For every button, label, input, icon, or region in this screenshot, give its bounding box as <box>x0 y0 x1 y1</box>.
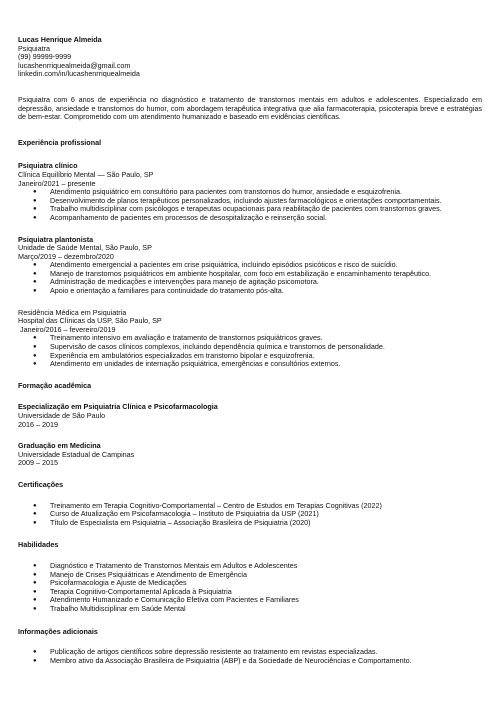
job-bullet-list <box>18 188 482 222</box>
list-item: ● Membro ativo da Associação Brasileira de Psiquiatria (ABP) e da Sociedade de Neurociências e Comportamento. <box>18 657 482 666</box>
education-entry <box>18 442 482 468</box>
certifications-list <box>18 502 482 528</box>
job-period: Janeiro/2021 – presente <box>18 178 96 188</box>
list-item: ● Desenvolvimento de planos terapêuticos personalizados, incluindo ajustes farmacológicos e orientações comportamentais. <box>18 197 482 206</box>
job-place: Clínica Equilíbrio Mental — São Paulo, SP <box>18 169 154 179</box>
list-item: ● Curso de Atualização em Psicofarmacologia – Instituto de Psiquiatria da USP (2021) <box>18 510 482 519</box>
job-bullet-list <box>18 334 482 368</box>
job-role: Residência Médica em Psiquiatria <box>18 307 127 317</box>
list-item: ● Apoio e orientação a familiares para continuidade do tratamento pós-alta. <box>18 287 482 296</box>
candidate-phone: (99) 99999-9999 <box>18 52 72 62</box>
job-period: Março/2019 – dezembro/2020 <box>18 251 114 261</box>
additional-info-section-title: Informações adicionais <box>18 626 98 636</box>
list-item: ● Diagnóstico e Tratamento de Transtornos Mentais em Adultos e Adolescentes <box>18 562 482 571</box>
list-item: ● Supervisão de casos clínicos complexos, incluindo dependência química e transtornos de personalidade. <box>18 343 482 352</box>
list-item: ● Experiência em ambulatórios especializados em transtorno bipolar e esquizofrenia. <box>18 352 482 361</box>
education-degree: Especialização em Psiquiatria Clínica e Psicofarmacologia <box>18 402 218 412</box>
skills-list <box>18 562 482 614</box>
job-role: Psiquiatra clínico <box>18 161 78 171</box>
list-item: ● Atendimento psiquiátrico em consultório para pacientes com transtornos do humor, ansiedade e esquizofrenia. <box>18 188 482 197</box>
job-entry <box>18 309 482 369</box>
list-item: ● Treinamento em Terapia Cognitivo-Comportamental – Centro de Estudos em Terapias Cognitivas (2022) <box>18 502 482 511</box>
additional-info-list <box>18 648 482 665</box>
education-school: Universidade Estadual de Campinas <box>18 449 135 459</box>
experience-section-title: Experiência profissional <box>18 137 102 147</box>
education-entry <box>18 403 482 429</box>
list-item: ● Título de Especialista em Psiquiatria – Associação Brasileira de Psiquiatria (2020) <box>18 519 482 528</box>
list-item: ● Trabalho Multidisciplinar em Saúde Mental <box>18 605 482 614</box>
job-role: Psiquiatra plantonista <box>18 234 94 244</box>
job-period: Janeiro/2016 – fevereiro/2019 <box>18 324 116 334</box>
list-item: ● Atendimento Humanizado e Comunicação Efetiva com Pacientes e Familiares <box>18 596 482 605</box>
job-entry <box>18 162 482 222</box>
list-item: ● Terapia Cognitivo-Comportamental Aplicada à Psiquiatria <box>18 588 482 597</box>
list-item: ● Acompanhamento de pacientes em processos de desospitalização e reinserção social. <box>18 214 482 223</box>
candidate-email: lucashenrriquealmeida@gmail.com <box>18 60 131 70</box>
candidate-linkedin: linkedin.com/in/lucashenrriquealmeida <box>18 69 140 79</box>
job-bullet-list <box>18 261 482 295</box>
list-item: ● Manejo de Crises Psiquiátricas e Atendimento de Emergência <box>18 571 482 580</box>
candidate-role: Psiquiatra <box>18 43 50 53</box>
job-place: Unidade de Saúde Mental, São Paulo, SP <box>18 243 152 253</box>
list-item: ● Trabalho multidisciplinar com psicólogos e terapeutas ocupacionais para reabilitação de pacientes com transtornos graves. <box>18 205 482 214</box>
skills-section-title: Habilidades <box>18 540 59 550</box>
resume-header <box>18 36 482 79</box>
education-degree: Graduação em Medicina <box>18 441 101 451</box>
education-period: 2009 – 2015 <box>18 458 58 468</box>
list-item: ● Psicofarmacologia e Ajuste de Medicações <box>18 579 482 588</box>
certifications-section-title: Certificações <box>18 479 64 489</box>
candidate-name: Lucas Henrique Almeida <box>18 35 102 44</box>
list-item: ● Administração de medicações e intervenções para manejo de agitação psicomotora. <box>18 278 482 287</box>
list-item: ● Manejo de transtornos psiquiátricos em ambiente hospitalar, com foco em estabilização e encaminhamento terapêutico. <box>18 270 482 279</box>
education-school: Universidade de São Paulo <box>18 411 106 420</box>
education-section-title: Formação acadêmica <box>18 380 92 390</box>
list-item: ● Publicação de artigos científicos sobre depressão resistente ao tratamento em revistas especializadas. <box>18 648 482 657</box>
education-period: 2016 – 2019 <box>18 419 58 429</box>
list-item: ● Treinamento intensivo em avaliação e tratamento de transtornos psiquiátricos graves. <box>18 334 482 343</box>
list-item: ● Atendimento em unidades de internação psiquiátrica, emergências e consultórios externos. <box>18 360 482 369</box>
job-place: Hospital das Clínicas da USP, São Paulo, SP <box>18 316 162 326</box>
professional-summary: Psiquiatra com 6 anos de experiência no diagnóstico e tratamento de transtornos mentais em adultos e adolescentes. Especializado em depressão, ansiedade e transtornos do humor, com abordagem terapêutica integrativa que alia farmacoterapia, psicoterapia breve e estratégias de bem-estar. Comprometido com um atendimento humanizado e baseado em evidências científicas. <box>18 94 482 122</box>
job-entry <box>18 236 482 296</box>
list-item: ● Atendimento emergencial a pacientes em crise psiquiátrica, incluindo episódios psicóticos e risco de suicídio. <box>18 261 482 270</box>
